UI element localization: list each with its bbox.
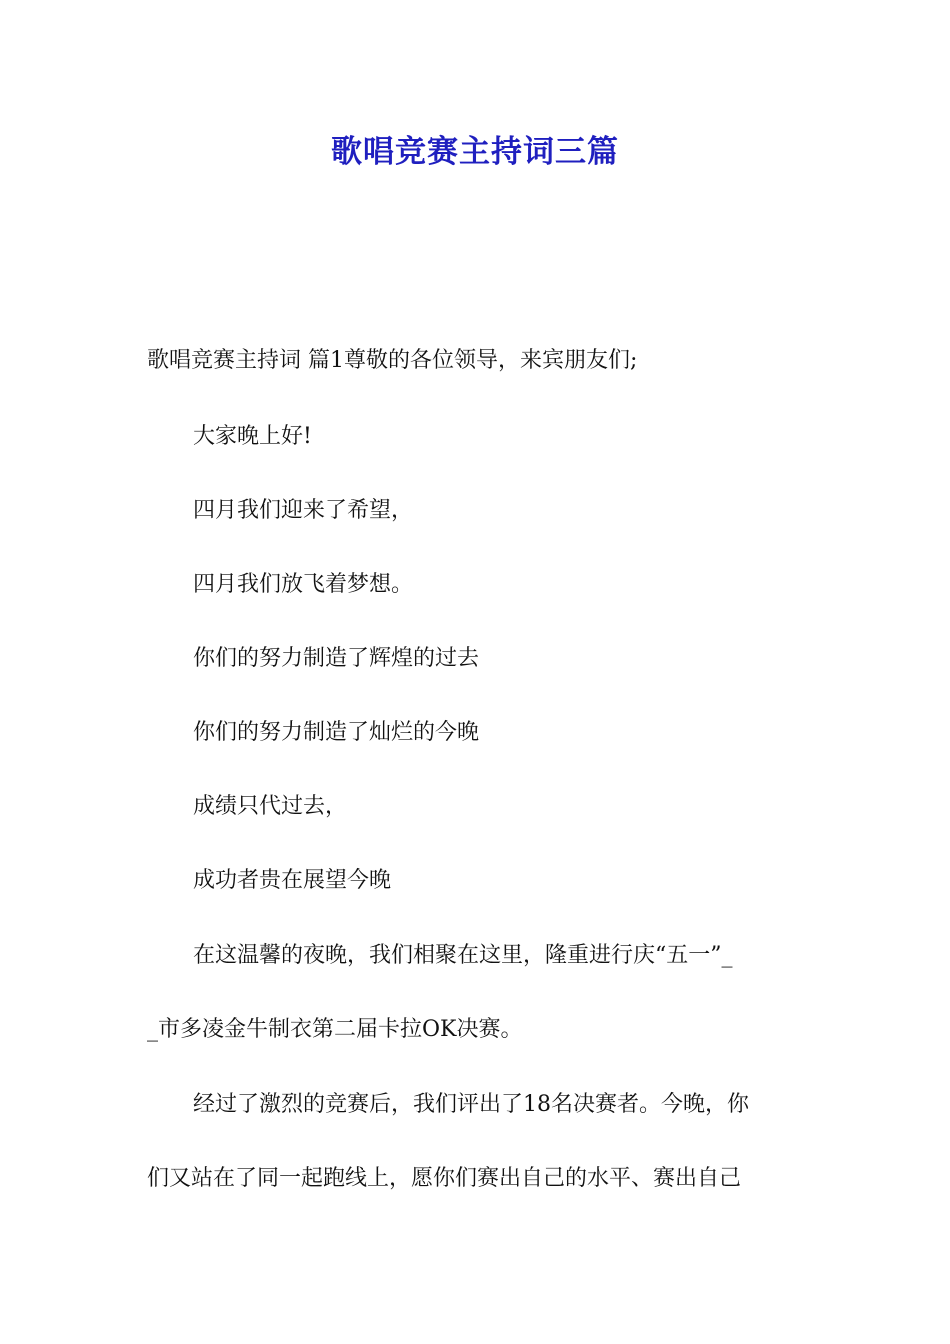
paragraph-line: 成功者贵在展望今晚 [193, 868, 392, 893]
paragraph-line: 经过了激烈的竞赛后，我们评出了18名决赛者。今晚，你 [193, 1092, 749, 1117]
paragraph-line: _市多凌金牛制衣第二届卡拉OK决赛。 [147, 1017, 523, 1042]
document-title: 歌唱竞赛主持词三篇 [331, 134, 619, 170]
paragraph-line: 大家晚上好! [193, 424, 312, 449]
paragraph-line: 你们的努力制造了辉煌的过去 [193, 646, 480, 671]
paragraph-line: 四月我们放飞着梦想。 [193, 572, 414, 597]
paragraph-line: 成绩只代过去， [193, 794, 348, 819]
paragraph-line: 四月我们迎来了希望， [193, 498, 414, 523]
paragraph-line: 们又站在了同一起跑线上，愿你们赛出自己的水平、赛出自己 [147, 1166, 742, 1191]
paragraph-line: 歌唱竞赛主持词 篇1尊敬的各位领导，来宾朋友们; [147, 348, 638, 373]
paragraph-line: 你们的努力制造了灿烂的今晚 [193, 720, 480, 745]
paragraph-line: 在这温馨的夜晚，我们相聚在这里，隆重进行庆“五一”_ [193, 943, 733, 968]
